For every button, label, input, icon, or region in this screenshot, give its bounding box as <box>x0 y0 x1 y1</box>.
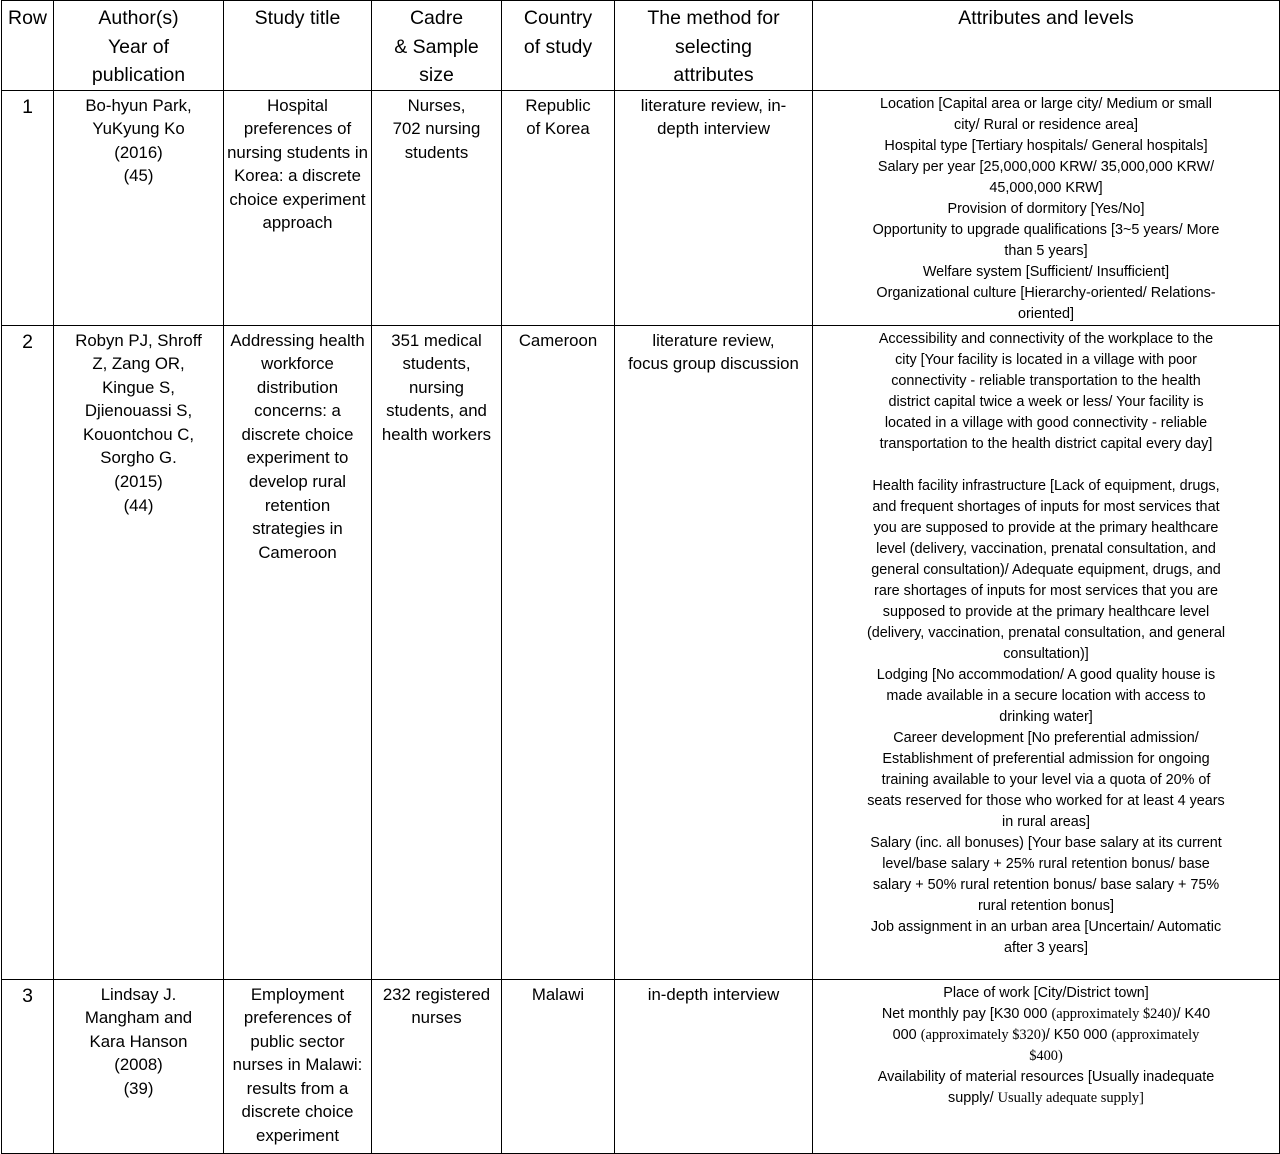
header-study-title: Study title <box>224 1 372 91</box>
study-title-cell: Addressing health workforce distribution concerns: a discrete choice experiment to develop rural retention strategies in Cameroon <box>224 325 372 979</box>
header-row <box>2 1 1280 91</box>
header-method: The method for selecting attributes <box>615 1 813 91</box>
paragraph-gap <box>816 455 1276 476</box>
country-cell: Malawi <box>502 979 615 1153</box>
country-cell: Republic of Korea <box>502 90 615 325</box>
table-row <box>2 325 1280 979</box>
method-cell: literature review, focus group discussion <box>615 325 813 979</box>
header-row-number: Row <box>2 1 54 91</box>
author-cell: Bo-hyun Park, YuKyung Ko (2016) (45) <box>54 90 224 325</box>
attributes-cell: Place of work [City/District town] Net monthly pay [K30 000 (approximately $240)/ K40 000 (approximately $320)/ K50 000 (approximately $400) Availability of material resources [Usually inadequate supply/ Usually adequate supply] <box>813 979 1280 1153</box>
author-cell: Robyn PJ, Shroff Z, Zang OR, Kingue S, Djienouassi S, Kouontchou C, Sorgho G. (2015) (44) <box>54 325 224 979</box>
study-title-cell: Employment preferences of public sector nurses in Malawi: results from a discrete choice experiment <box>224 979 372 1153</box>
availability-line-2: supply/ Usually adequate supply] <box>948 1089 1144 1106</box>
attributes-cell: Location [Capital area or large city/ Medium or small city/ Rural or residence area] Hospital type [Tertiary hospitals/ General hospitals] Salary per year [25,000,000 KRW/ 35,000,000 KRW/ 45,000,000 KRW] Provision of dormitory [Yes/No] Opportunity to upgrade qualifications [3~5 years/ More than 5 years] Welfare system [Sufficient/ Insufficient] Organizational culture [Hierarchy-oriented/ Relations- oriented] <box>813 90 1280 325</box>
method-cell: in-depth interview <box>615 979 813 1153</box>
row-number: 2 <box>2 325 54 979</box>
header-author: Author(s) Year of publication <box>54 1 224 91</box>
table-row <box>2 90 1280 325</box>
study-title-cell: Hospital preferences of nursing students in Korea: a discrete choice experiment approach <box>224 90 372 325</box>
row-number: 3 <box>2 979 54 1153</box>
net-pay-line-1: Net monthly pay [K30 000 (approximately $240)/ K40 <box>881 1005 1211 1022</box>
country-cell: Cameroon <box>502 325 615 979</box>
author-cell: Lindsay J. Mangham and Kara Hanson (2008) (39) <box>54 979 224 1153</box>
cadre-cell: 232 registered nurses <box>372 979 502 1153</box>
table-row <box>2 979 1280 1153</box>
header-cadre: Cadre & Sample size <box>372 1 502 91</box>
cadre-cell: Nurses, 702 nursing students <box>372 90 502 325</box>
cadre-cell: 351 medical students, nursing students, and health workers <box>372 325 502 979</box>
header-country: Country of study <box>502 1 615 91</box>
method-cell: literature review, in- depth interview <box>615 90 813 325</box>
header-attributes: Attributes and levels <box>813 1 1280 91</box>
attributes-cell: Accessibility and connectivity of the workplace to the city [Your facility is located in a village with poor connectivity - reliable transportation to the health district capital twice a week or less/ Your facility is located in a village with good connectivity - reliable transportation to the health district capital every day] Health facility infrastructure [Lack of equipment, drugs, and frequent shortages of inputs for most services that you are supposed to provide at the primary healthcare level (delivery, vaccination, prenatal consultation, and general consultation)/ Adequate equipment, drugs, and rare shortages of inputs for most services that you are supposed to provide at the primary healthcare level (delivery, vaccination, prenatal consultation, and general consultation)] Lodging [No accommodation/ A good quality house is made available in a secure location with access to drinking water] Career development [No preferential admission/ Establishment of preferential admission for ongoing training available to your level via a quota of 20% of seats reserved for those who worked for at least 4 years in rural areas] Salary (inc. all bonuses) [Your base salary at its current level/base salary + 25% rural retention bonus/ base salary + 50% rural retention bonus/ base salary + 75% rural retention bonus] Job assignment in an urban area [Uncertain/ Automatic after 3 years] <box>813 325 1280 979</box>
row-number: 1 <box>2 90 54 325</box>
studies-table <box>1 0 1280 1154</box>
net-pay-line-2: 000 (approximately $320)/ K50 000 (approximately <box>892 1026 1200 1043</box>
